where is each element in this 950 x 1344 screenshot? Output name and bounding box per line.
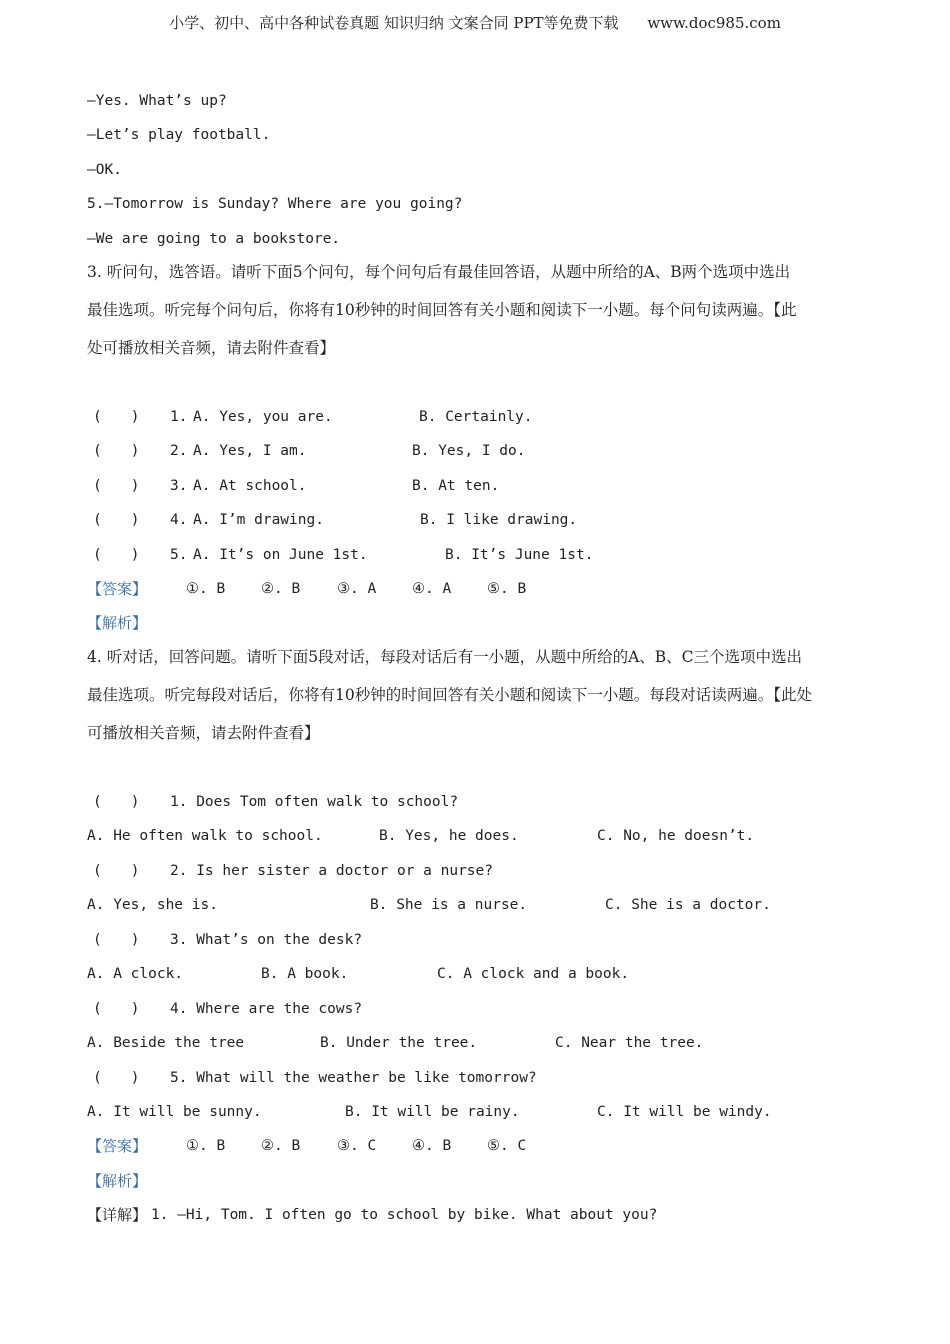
answer-bracket[interactable]: ( ) [93,932,140,948]
answer-bracket[interactable]: ( ) [93,478,140,494]
answer-item: ③. A [337,581,377,597]
option-a: A. He often walk to school. [87,828,323,844]
question-row [87,1068,887,1088]
option-c: C. It will be windy. [597,1104,772,1120]
detail-row [87,1205,787,1225]
answer-row [87,579,787,599]
option-a: A. I’m drawing. [193,512,324,528]
answer-bracket[interactable]: ( ) [93,1001,140,1017]
question-row [87,407,887,427]
question-row [87,930,887,950]
option-a: A. Yes, she is. [87,897,218,913]
options-row [87,826,887,846]
option-b: B. A book. [261,966,349,982]
section3-instruction: 处可播放相关音频，请去附件查看】 [87,339,336,357]
dialogue-line: —Let’s play football. [87,127,271,143]
section4-instruction: 最佳选项。听完每段对话后，你将有10秒钟的时间回答有关小题和阅读下一小题。每段对话读两遍。【此处 [87,686,812,704]
option-b: B. I like drawing. [420,512,578,528]
option-c: C. She is a doctor. [605,897,771,913]
question-row [87,441,887,461]
option-c: C. Near the tree. [555,1035,704,1051]
answer-item: ④. B [412,1138,452,1154]
answer-item: ④. A [412,581,452,597]
option-c: C. A clock and a book. [437,966,630,982]
option-b: B. Certainly. [419,409,533,425]
options-row [87,1033,887,1053]
analysis-row [87,613,787,633]
option-a: A. At school. [193,478,307,494]
question-row [87,510,887,530]
page-header [0,12,950,33]
analysis-label: 【解析】 [87,1172,148,1190]
option-a: A. It’s on June 1st. [193,547,368,563]
question-row [87,861,887,881]
option-c: C. No, he doesn’t. [597,828,755,844]
answer-row [87,1136,787,1156]
option-b: B. Yes, he does. [379,828,519,844]
dialogue-line: 5.—Tomorrow is Sunday? Where are you going? [87,196,463,212]
section4-instruction: 4. 听对话，回答问题。请听下面5段对话，每段对话后有一小题，从题中所给的A、B、C三个选项中选出 [87,648,803,666]
answer-bracket[interactable]: ( ) [93,512,140,528]
question-text: 1. Does Tom often walk to school? [170,794,459,810]
options-row [87,895,887,915]
options-row [87,964,887,984]
option-b: B. At ten. [412,478,500,494]
answer-label: 【答案】 [87,1137,148,1155]
option-b: B. It will be rainy. [345,1104,520,1120]
question-number: 2. [170,443,188,459]
option-b: B. It’s June 1st. [445,547,594,563]
header-url[interactable]: www.doc985.com [647,14,781,32]
detail-text: 1. —Hi, Tom. I often go to school by bike. What about you? [151,1207,658,1223]
detail-label: 【详解】 [87,1206,148,1224]
question-number: 4. [170,512,188,528]
question-row [87,999,887,1019]
answer-item: ③. C [337,1138,377,1154]
option-a: A. Yes, you are. [193,409,333,425]
question-row [87,792,887,812]
answer-item: ②. B [261,1138,301,1154]
answer-item: ②. B [261,581,301,597]
question-number: 3. [170,478,188,494]
option-b: B. Under the tree. [320,1035,478,1051]
section3-instruction: 3. 听问句，选答语。请听下面5个问句，每个问句后有最佳回答语，从题中所给的A、B两个选项中选出 [87,263,791,281]
answer-item: ①. B [186,1138,226,1154]
option-a: A. Beside the tree [87,1035,245,1051]
answer-label: 【答案】 [87,580,148,598]
options-row [87,1102,887,1122]
question-text: 4. Where are the cows? [170,1001,363,1017]
answer-bracket[interactable]: ( ) [93,863,140,879]
option-a: A. It will be sunny. [87,1104,262,1120]
answer-bracket[interactable]: ( ) [93,443,140,459]
option-a: A. Yes, I am. [193,443,307,459]
answer-bracket[interactable]: ( ) [93,547,140,563]
question-number: 5. [170,547,188,563]
section4-instruction: 可播放相关音频，请去附件查看】 [87,724,320,742]
question-row [87,476,887,496]
option-a: A. A clock. [87,966,184,982]
analysis-label: 【解析】 [87,614,148,632]
question-number: 1. [170,409,188,425]
dialogue-line: —OK. [87,162,122,178]
question-text: 5. What will the weather be like tomorrow? [170,1070,537,1086]
answer-item: ①. B [186,581,226,597]
section3-instruction: 最佳选项。听完每个问句后，你将有10秒钟的时间回答有关小题和阅读下一小题。每个问句读两遍。【此 [87,301,797,319]
option-b: B. Yes, I do. [412,443,526,459]
analysis-row [87,1171,787,1191]
dialogue-line: —We are going to a bookstore. [87,231,341,247]
answer-bracket[interactable]: ( ) [93,794,140,810]
question-text: 2. Is her sister a doctor or a nurse? [170,863,494,879]
question-text: 3. What’s on the desk? [170,932,363,948]
option-b: B. She is a nurse. [370,897,528,913]
answer-bracket[interactable]: ( ) [93,409,140,425]
answer-item: ⑤. B [487,581,527,597]
answer-bracket[interactable]: ( ) [93,1070,140,1086]
dialogue-line: —Yes. What’s up? [87,93,227,109]
answer-item: ⑤. C [487,1138,527,1154]
header-text: 小学、初中、高中各种试卷真题 知识归纳 文案合同 PPT等免费下载 [169,14,619,32]
question-row [87,545,887,565]
